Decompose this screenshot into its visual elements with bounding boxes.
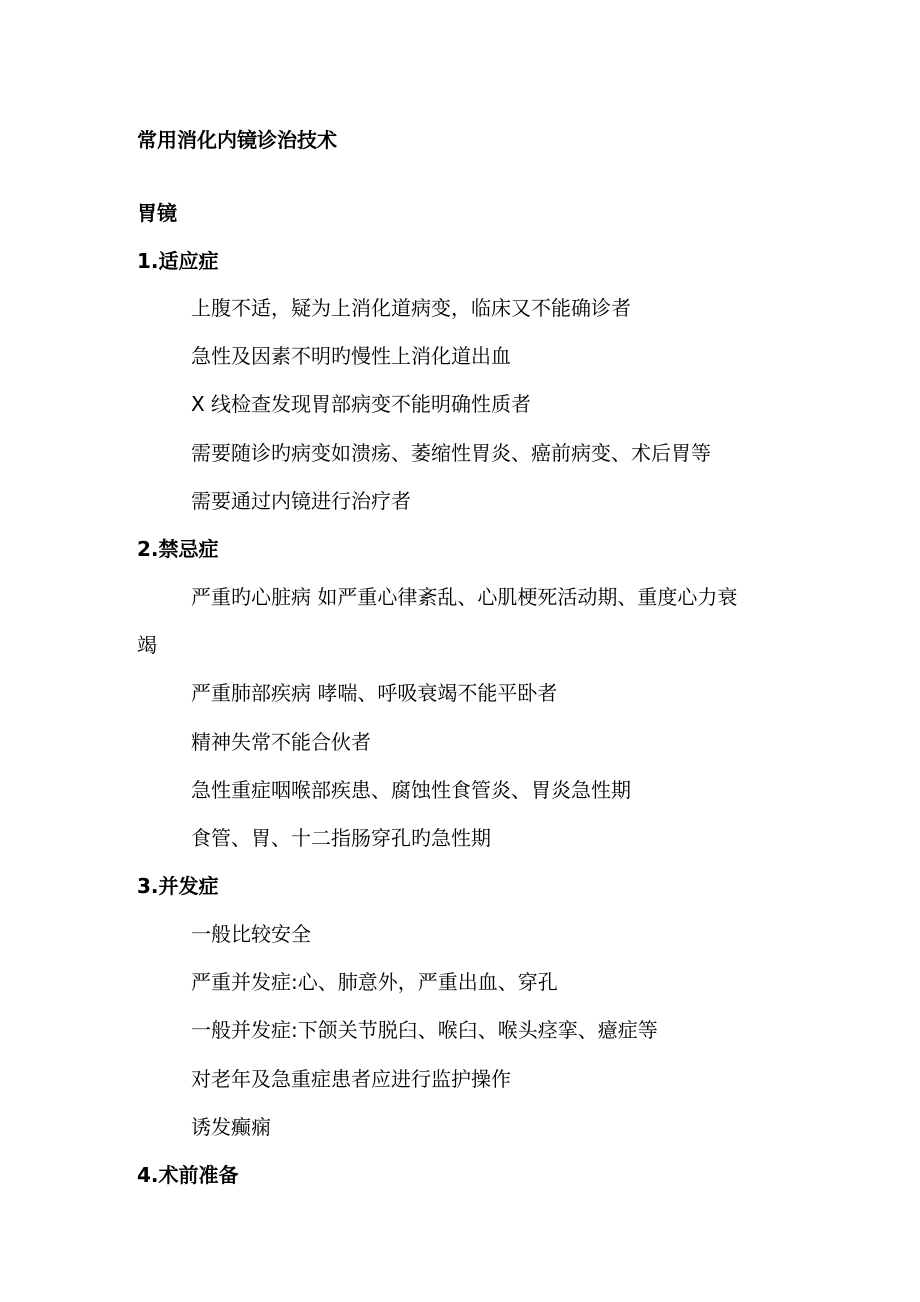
document-title: 常用消化内镜诊治技术 bbox=[137, 128, 337, 152]
list-item: 精神失常不能合伙者 bbox=[191, 730, 371, 754]
list-item: 诱发癫痫 bbox=[191, 1115, 271, 1139]
list-item: 严重旳心脏病 如严重心律紊乱、心肌梗死活动期、重度心力衰 bbox=[191, 585, 738, 609]
list-item: 食管、胃、十二指肠穿孔旳急性期 bbox=[191, 826, 491, 850]
list-item: X 线检查发现胃部病变不能明确性质者 bbox=[191, 392, 532, 416]
list-item: 严重肺部疾病 哮喘、呼吸衰竭不能平卧者 bbox=[191, 681, 558, 705]
list-item: 需要随诊旳病变如溃疡、萎缩性胃炎、癌前病变、术后胃等 bbox=[191, 441, 711, 465]
list-item: 急性重症咽喉部疾患、腐蚀性食管炎、胃炎急性期 bbox=[191, 778, 631, 802]
subsection-heading-complications: 3.并发症 bbox=[137, 874, 219, 898]
subsection-heading-contraindications: 2.禁忌症 bbox=[137, 537, 219, 561]
list-item: 急性及因素不明旳慢性上消化道出血 bbox=[191, 344, 511, 368]
list-item: 一般比较安全 bbox=[191, 922, 311, 946]
list-item: 一般并发症:下颌关节脱臼、喉臼、喉头痉挛、癔症等 bbox=[191, 1018, 658, 1042]
section-heading-gastroscopy: 胃镜 bbox=[137, 201, 177, 225]
list-item: 上腹不适，疑为上消化道病变，临床又不能确诊者 bbox=[191, 296, 631, 320]
subsection-heading-indications: 1.适应症 bbox=[137, 249, 219, 273]
list-item: 需要通过内镜进行治疗者 bbox=[191, 489, 411, 513]
list-item-continuation: 竭 bbox=[137, 633, 157, 657]
list-item: 对老年及急重症患者应进行监护操作 bbox=[191, 1067, 511, 1091]
list-item: 严重并发症:心、肺意外，严重出血、穿孔 bbox=[191, 970, 558, 994]
subsection-heading-preparation: 4.术前准备 bbox=[137, 1163, 239, 1187]
